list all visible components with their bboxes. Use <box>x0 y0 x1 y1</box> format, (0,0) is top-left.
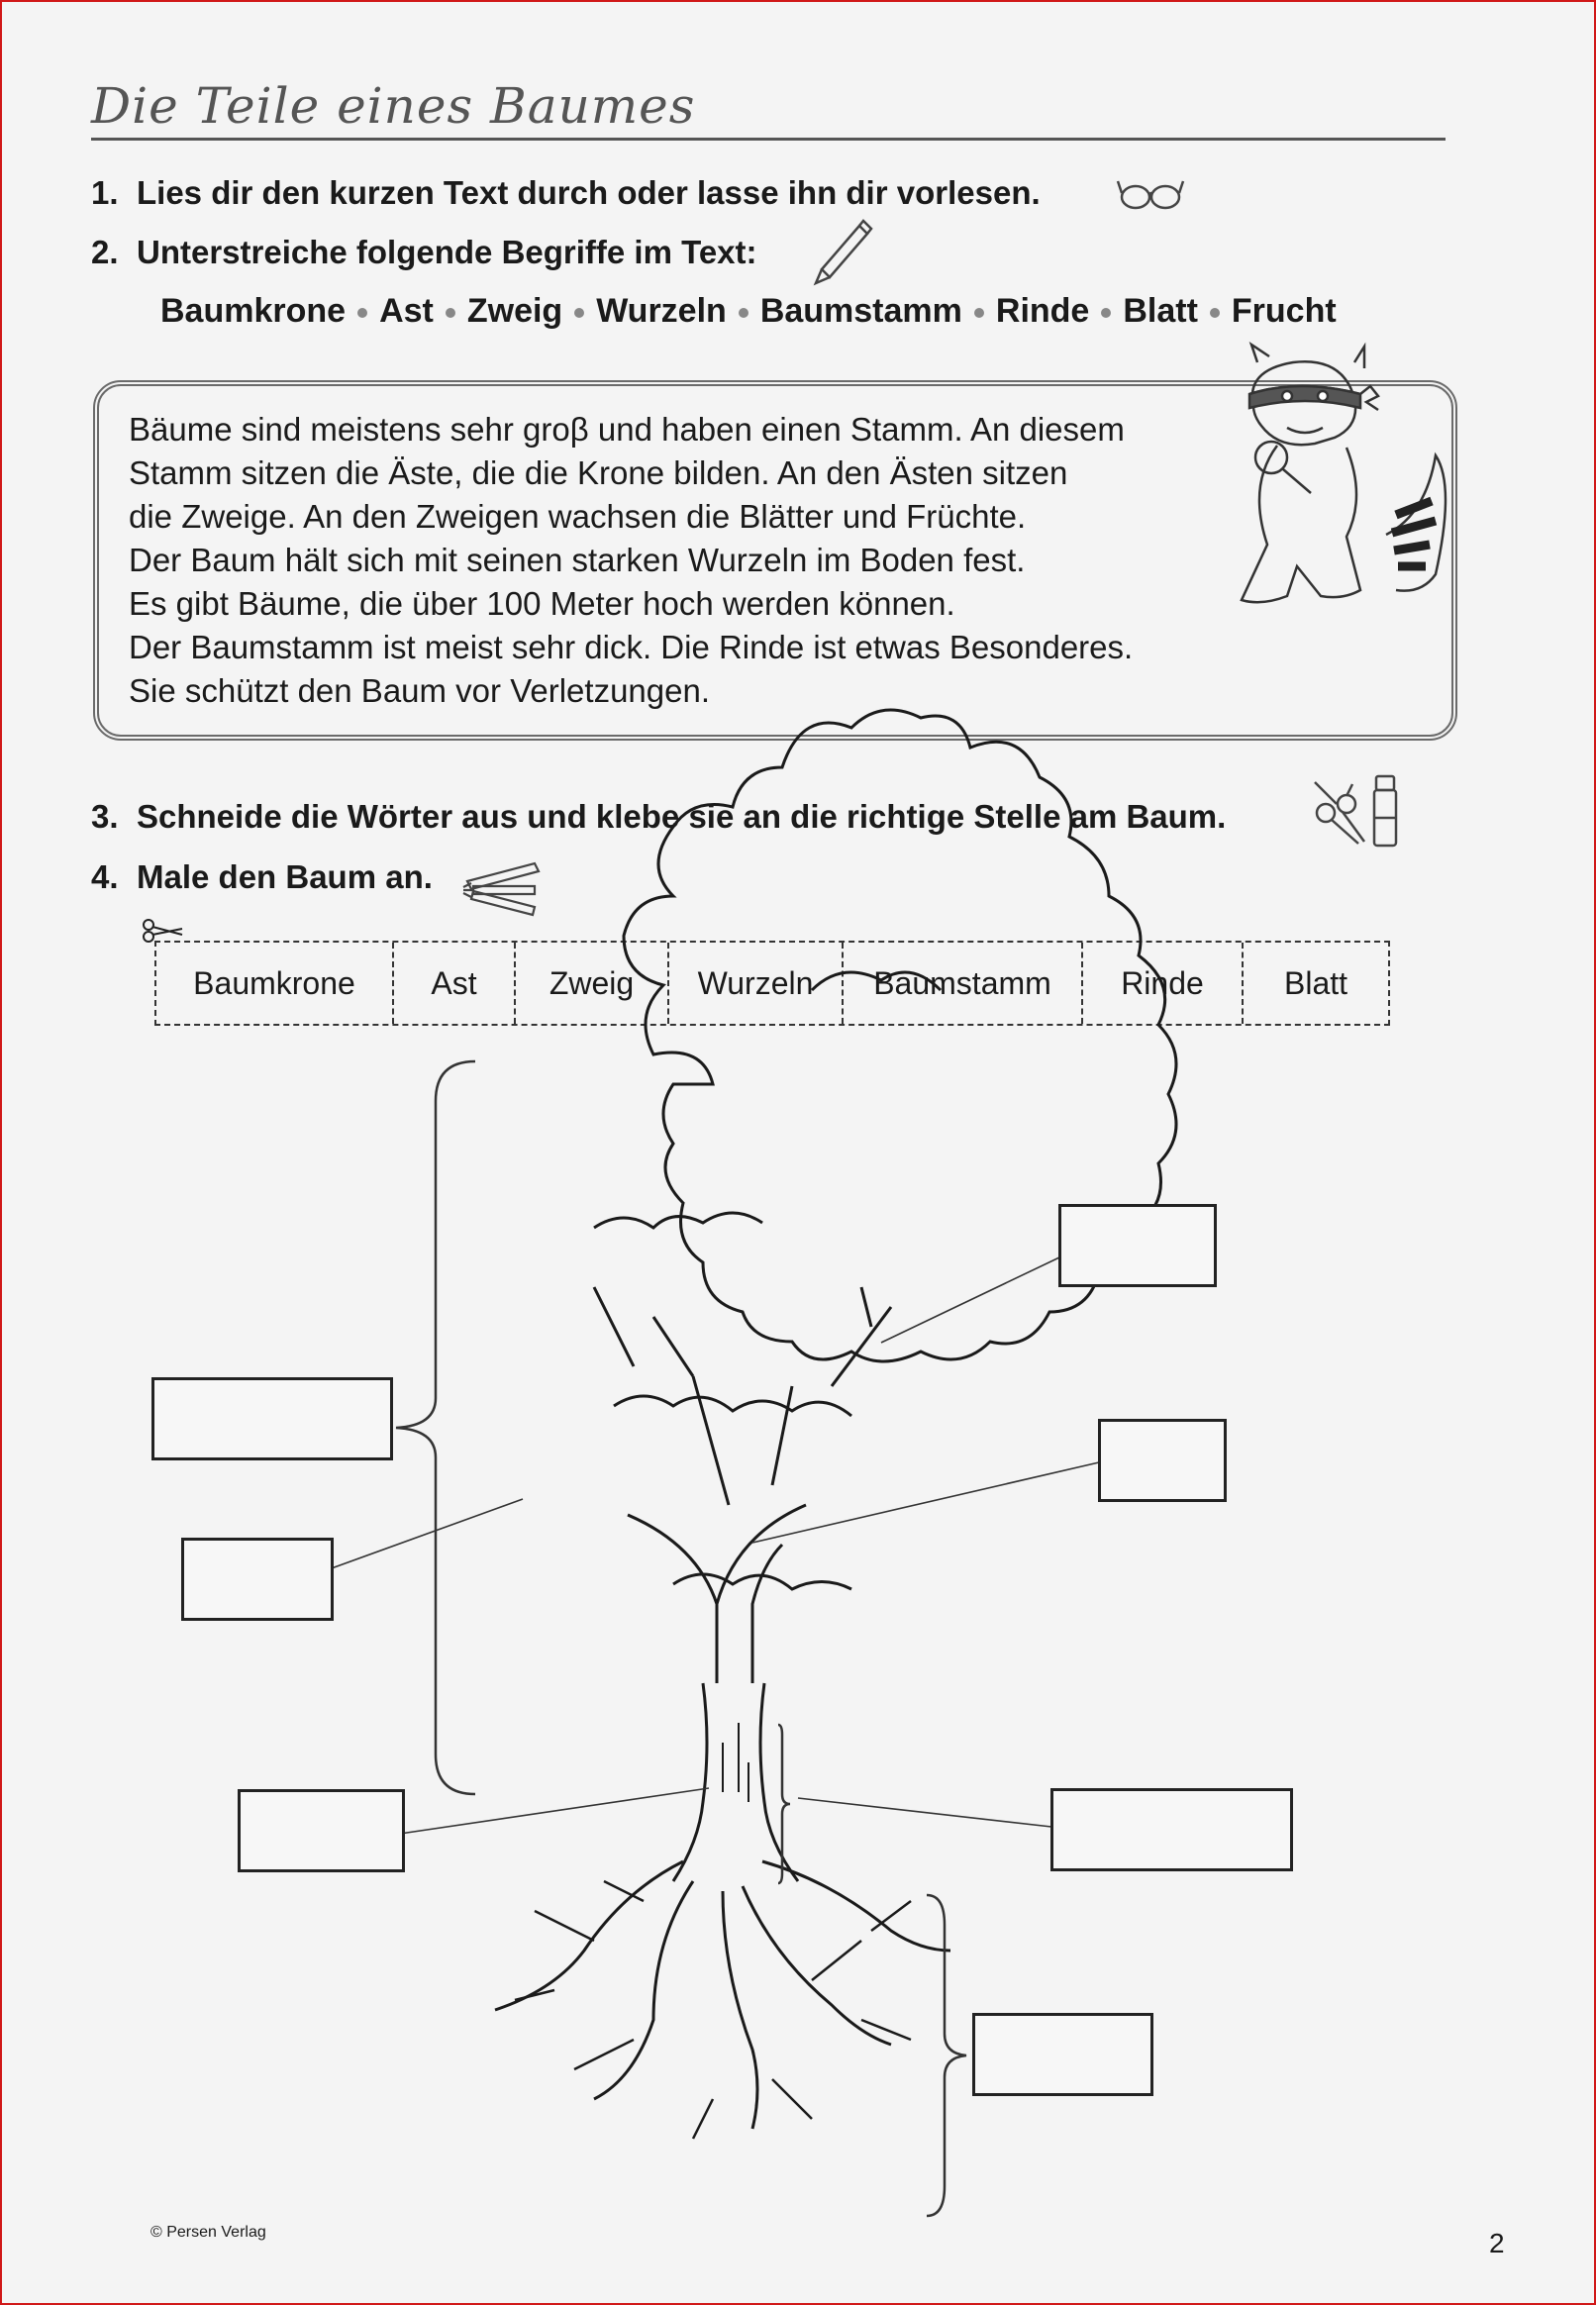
copyright-footer: © Persen Verlag <box>150 2224 266 2241</box>
scissors-icon <box>1315 782 1364 844</box>
roots-brace <box>927 1895 966 2216</box>
term: Frucht <box>1231 292 1337 330</box>
cutout-word[interactable]: Ast <box>394 943 516 1024</box>
label-box-ast[interactable] <box>181 1538 334 1621</box>
cutout-word[interactable]: Zweig <box>516 943 669 1024</box>
cutout-word[interactable]: Blatt <box>1283 965 1348 1001</box>
task-number: 4. <box>91 858 119 895</box>
glasses-icon <box>1118 181 1183 208</box>
task-text: Lies dir den kurzen Text durch oder lasse ihn dir vorlesen. <box>137 174 1041 211</box>
label-box-rinde[interactable] <box>238 1789 405 1872</box>
leader-lines <box>329 1257 1099 1834</box>
term: Ast <box>379 292 434 330</box>
label-box-wurzeln[interactable] <box>972 2013 1153 2096</box>
label-box-blatt[interactable] <box>1098 1419 1227 1502</box>
term: Baumkrone <box>160 292 347 330</box>
cutout-word[interactable]: Baumkrone <box>156 943 394 1024</box>
text-line: Es gibt Bäume, die über 100 Meter hoch werden können. <box>129 585 955 622</box>
label-box-baumkrone[interactable] <box>151 1377 393 1460</box>
label-box-zweig[interactable] <box>1058 1204 1217 1287</box>
task-number: 3. <box>91 798 119 835</box>
tree-illustration <box>495 710 1176 2139</box>
page-title: Die Teile eines Baumes <box>91 77 696 135</box>
term: Wurzeln <box>596 292 727 330</box>
colored-pencils-icon <box>463 863 539 915</box>
label-box-baumstamm[interactable] <box>1050 1788 1293 1871</box>
text-line: Sie schützt den Baum vor Verletzungen. <box>129 672 711 709</box>
cutout-word[interactable]: Baumstamm <box>844 943 1083 1024</box>
term: Zweig <box>466 292 563 330</box>
task-text: Schneide die Wörter aus und klebe sie an die richtige Stelle am Baum. <box>137 798 1227 835</box>
pencil-icon <box>816 221 871 283</box>
text-line: die Zweige. An den Zweigen wachsen die Blätter und Früchte. <box>129 498 1027 535</box>
text-line: Stamm sitzen die Äste, die die Krone bilden. An den Ästen sitzen <box>129 454 1068 491</box>
task-text: Unterstreiche folgende Begriffe im Text: <box>137 234 757 270</box>
term: Blatt <box>1123 292 1198 330</box>
raccoon-detective-illustration <box>1242 345 1446 602</box>
cutout-word[interactable]: Wurzeln <box>669 943 844 1024</box>
cutout-word[interactable]: Rinde <box>1083 943 1244 1024</box>
scissors-cut-icon <box>144 920 182 942</box>
task-text: Male den Baum an. <box>137 858 433 895</box>
page-number: 2 <box>1489 2228 1505 2258</box>
text-line: Der Baum hält sich mit seinen starken Wurzeln im Boden fest. <box>129 542 1026 578</box>
term: Baumstamm <box>759 292 962 330</box>
term: Rinde <box>995 292 1090 330</box>
task-number: 2. <box>91 234 119 270</box>
text-line: Der Baumstamm ist meist sehr dick. Die Rinde ist etwas Besonderes. <box>129 629 1134 665</box>
crown-brace <box>396 1061 475 1794</box>
text-line: Bäume sind meistens sehr groβ und haben einen Stamm. An diesem <box>129 411 1125 448</box>
task-number: 1. <box>91 174 119 211</box>
glue-stick-icon <box>1374 776 1396 846</box>
